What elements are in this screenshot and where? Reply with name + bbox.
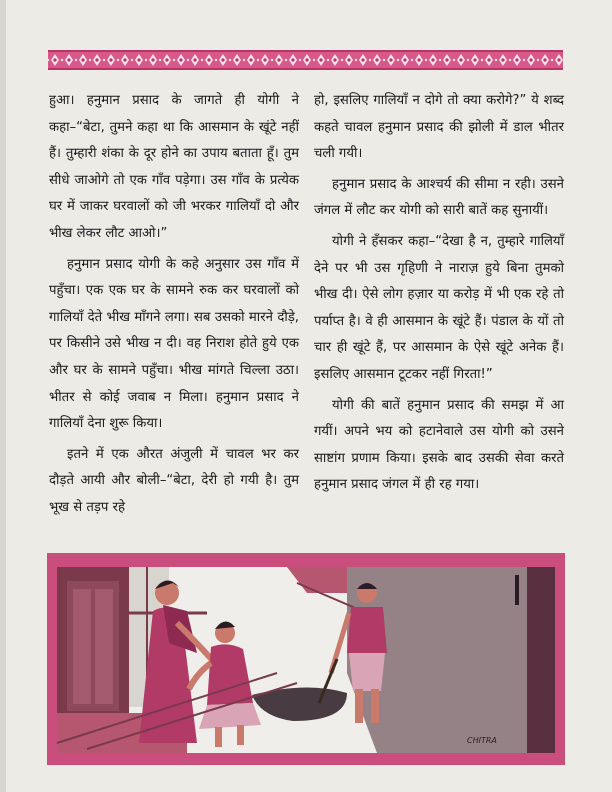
text-column-left (49, 88, 299, 522)
paragraph: इतने में एक औरत अंजुली में चावल भर कर दौड़ते आयी और बोली–“बेटा, देरी हो गयी है। तुम भूख से तड़प रहे (49, 446, 299, 515)
paragraph: हनुमान प्रसाद योगी के कहे अनुसार उस गाँव में पहुँचा। एक एक घर के सामने रुक कर घरवालों को गालियाँ देते भीख माँगने लगा। सब उसको मारने दौड़े, पर किसीने उसे भीख न दी। वह निराश होते हुये एक और घर के सामने पहुँचा। भीख मांगते चिल्ला उठा। भीतर से कोई जवाब न मिला। हनुमान प्रसाद ने गालियाँ देना शुरू किया। (49, 256, 299, 432)
text-column-right (314, 88, 564, 499)
illustration-scene-icon (47, 553, 565, 765)
paragraph: योगी की बातें हनुमान प्रसाद की समझ में आ गयीं। अपने भय को हटानेवाले उस योगी को उसने साष्टांग प्रणाम किया। इसके बाद उसकी सेवा करते हनुमान प्रसाद जंगल में ही रह गया। (314, 397, 564, 493)
paragraph: हो, इसलिए गालियाँ न दोगे तो क्या करोगे?” ये शब्द कहते चावल हनुमान प्रसाद की झोली में डाल भीतर चली गयी। (314, 93, 564, 162)
story-illustration (47, 553, 565, 765)
paragraph: हुआ। हनुमान प्रसाद के जागते ही योगी ने कहा–“बेटा, तुमने कहा था कि आसमान के खूंटे नहीं हैं। तुम्हारी शंका के दूर होने का उपाय बताता हूँ। तुम सीधे जाओगे तो एक गाँव पड़ेगा। उस गाँव के प्रत्येक घर में जाकर घरवालों को जी भरकर गालियाँ दो और भीख लेकर लौट आओ।” (49, 93, 299, 241)
paragraph: हनुमान प्रसाद के आश्चर्य की सीमा न रही। उसने जंगल में लौट कर योगी को सारी बातें कह सुनायीं। (314, 176, 564, 219)
decorative-border (48, 50, 563, 70)
page-gutter (0, 0, 6, 792)
artist-signature: CHITRA (467, 736, 497, 745)
paragraph: योगी ने हँसकर कहा–“देखा है न, तुम्हारे गालियाँ देने पर भी उस गृहिणी ने नाराज़ हुये बिना तुमको भीख दी। ऐसे लोग हज़ार या करोड़ में भी एक रहे तो पर्याप्त है। वे ही आसमान के खूंटे हैं। पंडाल के यों तो चार ही खूंटे हैं, पर आसमान के ऐसे खूंटे अनेक हैं। इसलिए आसमान टूटकर नहीं गिरता!” (314, 233, 564, 382)
border-pattern-icon (48, 52, 563, 68)
